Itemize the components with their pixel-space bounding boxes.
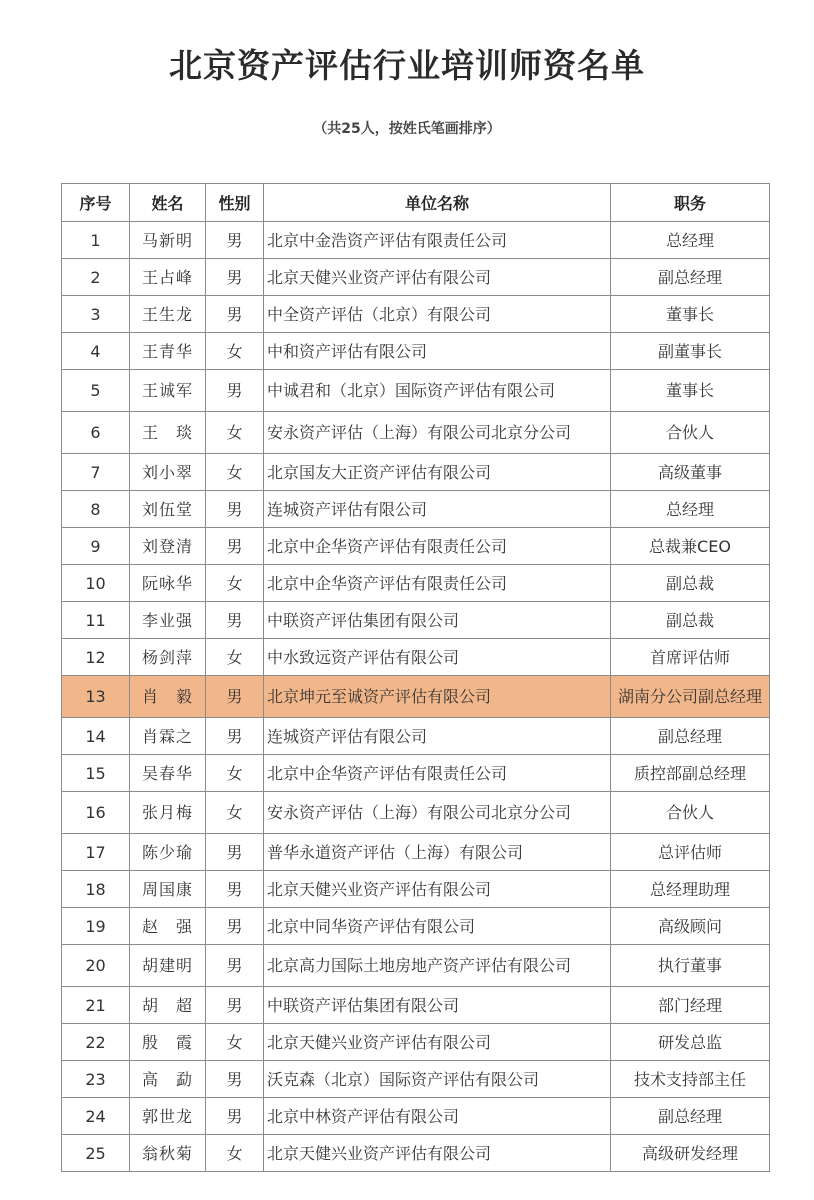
cell-gender: 男 <box>206 370 264 412</box>
cell-number: 14 <box>62 718 130 755</box>
table-row <box>62 296 770 333</box>
cell-number: 8 <box>62 491 130 528</box>
cell-number: 9 <box>62 528 130 565</box>
cell-company: 北京天健兴业资产评估有限公司 <box>264 259 611 296</box>
table-row <box>62 602 770 639</box>
cell-position: 高级顾问 <box>611 908 770 945</box>
cell-position: 高级研发经理 <box>611 1135 770 1172</box>
cell-name: 殷 霞 <box>130 1024 206 1061</box>
cell-gender: 男 <box>206 296 264 333</box>
cell-company: 北京高力国际土地房地产资产评估有限公司 <box>264 945 611 987</box>
cell-company: 北京天健兴业资产评估有限公司 <box>264 1135 611 1172</box>
cell-number: 20 <box>62 945 130 987</box>
cell-name: 王青华 <box>130 333 206 370</box>
cell-number: 18 <box>62 871 130 908</box>
page-title: 北京资产评估行业培训师资名单 <box>169 46 645 85</box>
cell-number: 3 <box>62 296 130 333</box>
table-row <box>62 834 770 871</box>
cell-gender: 女 <box>206 454 264 491</box>
cell-company: 北京中企华资产评估有限责任公司 <box>264 755 611 792</box>
table-row <box>62 1098 770 1135</box>
cell-position: 总经理 <box>611 222 770 259</box>
cell-position: 副总经理 <box>611 259 770 296</box>
table-row <box>62 1024 770 1061</box>
cell-gender: 男 <box>206 222 264 259</box>
cell-company: 北京中同华资产评估有限公司 <box>264 908 611 945</box>
cell-company: 北京天健兴业资产评估有限公司 <box>264 1024 611 1061</box>
cell-company: 中诚君和（北京）国际资产评估有限公司 <box>264 370 611 412</box>
cell-position: 副总经理 <box>611 1098 770 1135</box>
cell-gender: 女 <box>206 639 264 676</box>
cell-gender: 男 <box>206 602 264 639</box>
cell-gender: 女 <box>206 1024 264 1061</box>
cell-number: 10 <box>62 565 130 602</box>
table-row <box>62 639 770 676</box>
table-row <box>62 871 770 908</box>
cell-name: 周国康 <box>130 871 206 908</box>
cell-name: 胡建明 <box>130 945 206 987</box>
cell-number: 21 <box>62 987 130 1024</box>
cell-position: 研发总监 <box>611 1024 770 1061</box>
cell-number: 11 <box>62 602 130 639</box>
cell-name: 郭世龙 <box>130 1098 206 1135</box>
cell-gender: 女 <box>206 1135 264 1172</box>
cell-company: 中联资产评估集团有限公司 <box>264 602 611 639</box>
cell-company: 连城资产评估有限公司 <box>264 718 611 755</box>
cell-position: 董事长 <box>611 370 770 412</box>
cell-name: 王生龙 <box>130 296 206 333</box>
cell-position: 部门经理 <box>611 987 770 1024</box>
header-name: 姓名 <box>130 184 206 222</box>
table-row <box>62 259 770 296</box>
table-row <box>62 755 770 792</box>
header-gender: 性别 <box>206 184 264 222</box>
table-row <box>62 1135 770 1172</box>
cell-gender: 男 <box>206 834 264 871</box>
cell-position: 合伙人 <box>611 792 770 834</box>
cell-name: 刘伍堂 <box>130 491 206 528</box>
cell-company: 中全资产评估（北京）有限公司 <box>264 296 611 333</box>
table-row <box>62 1061 770 1098</box>
cell-number: 5 <box>62 370 130 412</box>
cell-company: 北京中金浩资产评估有限责任公司 <box>264 222 611 259</box>
header-position: 职务 <box>611 184 770 222</box>
table-row <box>62 491 770 528</box>
cell-company: 北京中企华资产评估有限责任公司 <box>264 565 611 602</box>
cell-number: 4 <box>62 333 130 370</box>
cell-number: 7 <box>62 454 130 491</box>
cell-position: 质控部副总经理 <box>611 755 770 792</box>
cell-gender: 男 <box>206 491 264 528</box>
header-number: 序号 <box>62 184 130 222</box>
cell-gender: 男 <box>206 676 264 718</box>
cell-name: 马新明 <box>130 222 206 259</box>
cell-position: 总经理 <box>611 491 770 528</box>
cell-position: 合伙人 <box>611 412 770 454</box>
table-row <box>62 454 770 491</box>
table-row <box>62 945 770 987</box>
cell-gender: 男 <box>206 871 264 908</box>
cell-position: 总评估师 <box>611 834 770 871</box>
cell-number: 6 <box>62 412 130 454</box>
cell-name: 肖霖之 <box>130 718 206 755</box>
cell-position: 总裁兼CEO <box>611 528 770 565</box>
cell-position: 湖南分公司副总经理 <box>611 676 770 718</box>
cell-name: 吴春华 <box>130 755 206 792</box>
cell-number: 12 <box>62 639 130 676</box>
cell-company: 北京中林资产评估有限公司 <box>264 1098 611 1135</box>
cell-number: 15 <box>62 755 130 792</box>
cell-gender: 女 <box>206 565 264 602</box>
cell-name: 王诚军 <box>130 370 206 412</box>
cell-number: 1 <box>62 222 130 259</box>
cell-gender: 男 <box>206 259 264 296</box>
table-row <box>62 333 770 370</box>
cell-gender: 女 <box>206 755 264 792</box>
cell-position: 技术支持部主任 <box>611 1061 770 1098</box>
table-row <box>62 718 770 755</box>
cell-name: 李业强 <box>130 602 206 639</box>
cell-position: 董事长 <box>611 296 770 333</box>
table-row <box>62 222 770 259</box>
cell-number: 19 <box>62 908 130 945</box>
page-subtitle: （共25人，按姓氏笔画排序） <box>313 121 501 137</box>
table-row <box>62 565 770 602</box>
cell-gender: 女 <box>206 792 264 834</box>
cell-company: 北京坤元至诚资产评估有限公司 <box>264 676 611 718</box>
cell-company: 中和资产评估有限公司 <box>264 333 611 370</box>
cell-number: 2 <box>62 259 130 296</box>
cell-name: 王占峰 <box>130 259 206 296</box>
cell-company: 安永资产评估（上海）有限公司北京分公司 <box>264 412 611 454</box>
cell-number: 13 <box>62 676 130 718</box>
cell-position: 副总裁 <box>611 602 770 639</box>
cell-name: 刘登清 <box>130 528 206 565</box>
cell-name: 翁秋菊 <box>130 1135 206 1172</box>
cell-number: 16 <box>62 792 130 834</box>
cell-company: 沃克森（北京）国际资产评估有限公司 <box>264 1061 611 1098</box>
table-row <box>62 987 770 1024</box>
table-row <box>62 792 770 834</box>
cell-name: 阮咏华 <box>130 565 206 602</box>
cell-name: 胡 超 <box>130 987 206 1024</box>
cell-name: 高 勐 <box>130 1061 206 1098</box>
cell-name: 王 琰 <box>130 412 206 454</box>
cell-gender: 男 <box>206 1061 264 1098</box>
cell-number: 24 <box>62 1098 130 1135</box>
cell-position: 高级董事 <box>611 454 770 491</box>
cell-number: 25 <box>62 1135 130 1172</box>
table-row <box>62 908 770 945</box>
cell-company: 安永资产评估（上海）有限公司北京分公司 <box>264 792 611 834</box>
cell-number: 22 <box>62 1024 130 1061</box>
cell-gender: 男 <box>206 945 264 987</box>
trainer-roster-table <box>61 183 770 1172</box>
cell-name: 刘小翠 <box>130 454 206 491</box>
cell-gender: 男 <box>206 1098 264 1135</box>
cell-gender: 女 <box>206 412 264 454</box>
cell-name: 杨剑萍 <box>130 639 206 676</box>
cell-gender: 女 <box>206 333 264 370</box>
cell-company: 北京国友大正资产评估有限公司 <box>264 454 611 491</box>
cell-gender: 男 <box>206 528 264 565</box>
table-row <box>62 676 770 718</box>
cell-position: 副总经理 <box>611 718 770 755</box>
cell-name: 赵 强 <box>130 908 206 945</box>
cell-company: 中水致远资产评估有限公司 <box>264 639 611 676</box>
cell-number: 17 <box>62 834 130 871</box>
cell-position: 总经理助理 <box>611 871 770 908</box>
cell-number: 23 <box>62 1061 130 1098</box>
table-body <box>62 222 770 1172</box>
table-row <box>62 412 770 454</box>
cell-company: 北京天健兴业资产评估有限公司 <box>264 871 611 908</box>
cell-position: 执行董事 <box>611 945 770 987</box>
table-row <box>62 370 770 412</box>
cell-position: 首席评估师 <box>611 639 770 676</box>
table-header-row <box>62 184 770 222</box>
cell-company: 连城资产评估有限公司 <box>264 491 611 528</box>
cell-name: 张月梅 <box>130 792 206 834</box>
cell-gender: 男 <box>206 718 264 755</box>
cell-name: 陈少瑜 <box>130 834 206 871</box>
table-row <box>62 528 770 565</box>
cell-name: 肖 毅 <box>130 676 206 718</box>
cell-gender: 男 <box>206 908 264 945</box>
cell-company: 北京中企华资产评估有限责任公司 <box>264 528 611 565</box>
cell-company: 中联资产评估集团有限公司 <box>264 987 611 1024</box>
header-company: 单位名称 <box>264 184 611 222</box>
cell-company: 普华永道资产评估（上海）有限公司 <box>264 834 611 871</box>
cell-position: 副董事长 <box>611 333 770 370</box>
cell-position: 副总裁 <box>611 565 770 602</box>
cell-gender: 男 <box>206 987 264 1024</box>
